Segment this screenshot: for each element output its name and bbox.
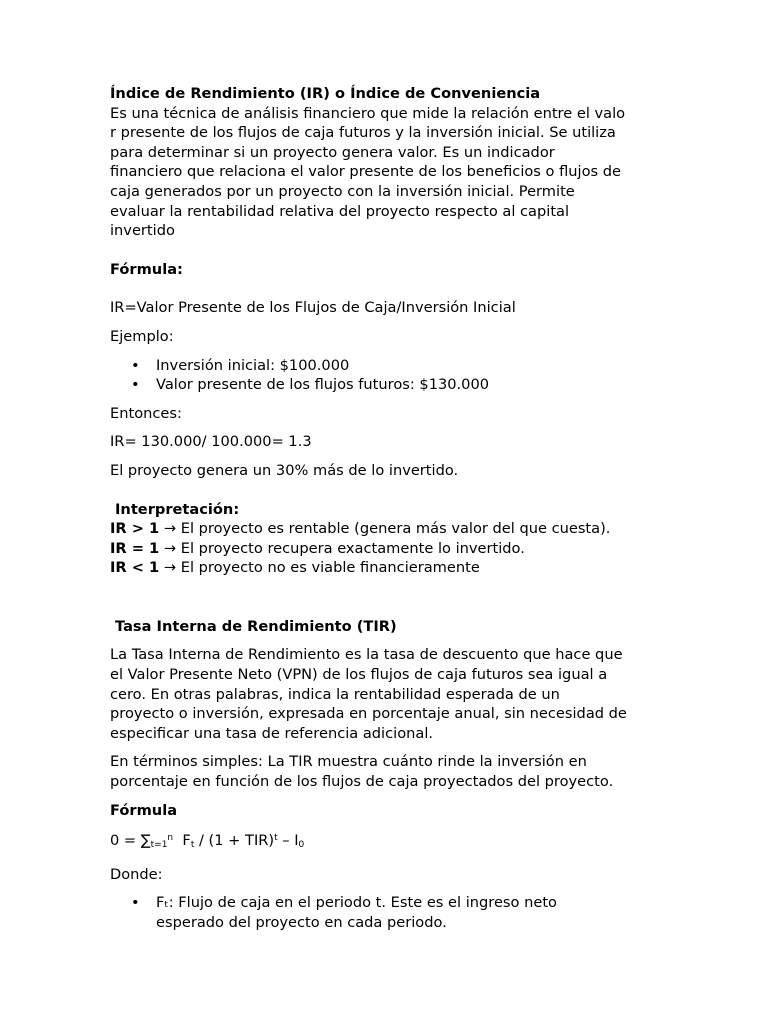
tir-description-line: especificar una tasa de referencia adicional. [110, 724, 434, 742]
ir-formula: IR=Valor Presente de los Flujos de Caja/Inversión Inicial [110, 299, 516, 317]
tir-description-line: proyecto o inversión, expresada en porcentaje anual, sin necesidad de [110, 705, 627, 723]
ir-interpretation-row: IR > 1 → El proyecto es rentable (genera más valor del que cuesta). [110, 520, 611, 538]
tir-simple-line: porcentaje en función de los flujos de caja proyectados del proyecto. [110, 773, 614, 791]
ir-title: Índice de Rendimiento (IR) o Índice de Conveniencia [110, 85, 541, 102]
ir-formula-heading: Fórmula: [110, 260, 183, 278]
ir-then-label: Entonces: [110, 404, 182, 422]
ir-description-line: Es una técnica de análisis financiero que mide la relación entre el valo [110, 104, 626, 122]
ir-example-label: Ejemplo: [110, 327, 174, 345]
ir-example-list [110, 356, 670, 395]
ir-interpretation-row: IR = 1 → El proyecto recupera exactamente lo invertido. [110, 539, 525, 557]
tir-formula-heading: Fórmula [110, 801, 178, 819]
ir-description-line: para determinar si un proyecto genera valor. Es un indicador [110, 143, 555, 161]
ir-calculation: IR= 130.000/ 100.000= 1.3 [110, 433, 312, 451]
tir-where-list [110, 893, 670, 932]
tir-simple-line: En términos simples: La TIR muestra cuánto rinde la inversión en [110, 753, 587, 771]
document-page [110, 84, 670, 933]
bullet-icon: • [131, 356, 140, 374]
ir-description-line: invertido [110, 222, 175, 240]
ir-conclusion: El proyecto genera un 30% más de lo invertido. [110, 461, 459, 479]
ir-description-line: evaluar la rentabilidad relativa del proyecto respecto al capital [110, 202, 570, 220]
tir-formula: $0 = \sum_{t=1}^n$ $F_t / (1 + TIR)^t - I_0$ [110, 832, 305, 851]
list-item: • Valor presente de los flujos futuros: $130.000 [131, 376, 490, 394]
bullet-icon: • [131, 894, 140, 912]
ir-interpretation-heading: Interpretación: [115, 500, 240, 518]
ir-interpretation-row: IR < 1 → El proyecto no es viable financieramente [110, 559, 480, 577]
tir-description-line: cero. En otras palabras, indica la rentabilidad esperada de un [110, 685, 560, 703]
list-item: • Inversión inicial: $100.000 [131, 356, 350, 374]
ir-description-line: financiero que relaciona el valor presente de los beneficios o flujos de [110, 163, 622, 181]
bullet-icon: • [131, 376, 140, 394]
tir-title: Tasa Interna de Rendimiento (TIR) [115, 617, 397, 635]
tir-where-label: Donde: [110, 865, 163, 883]
ir-description-line: r presente de los flujos de caja futuros y la inversión inicial. Se utiliza [110, 124, 616, 142]
list-item: • Fₜ: Flujo de caja en el periodo t. Este es el ingreso neto esperado del proyecto en cada periodo. [131, 894, 557, 931]
tir-description-line: La Tasa Interna de Rendimiento es la tasa de descuento que hace que [110, 646, 623, 664]
tir-description-line: el Valor Presente Neto (VPN) de los flujos de caja futuros sea igual a [110, 666, 608, 684]
ir-description-line: caja generados por un proyecto con la inversión inicial. Permite [110, 182, 575, 200]
